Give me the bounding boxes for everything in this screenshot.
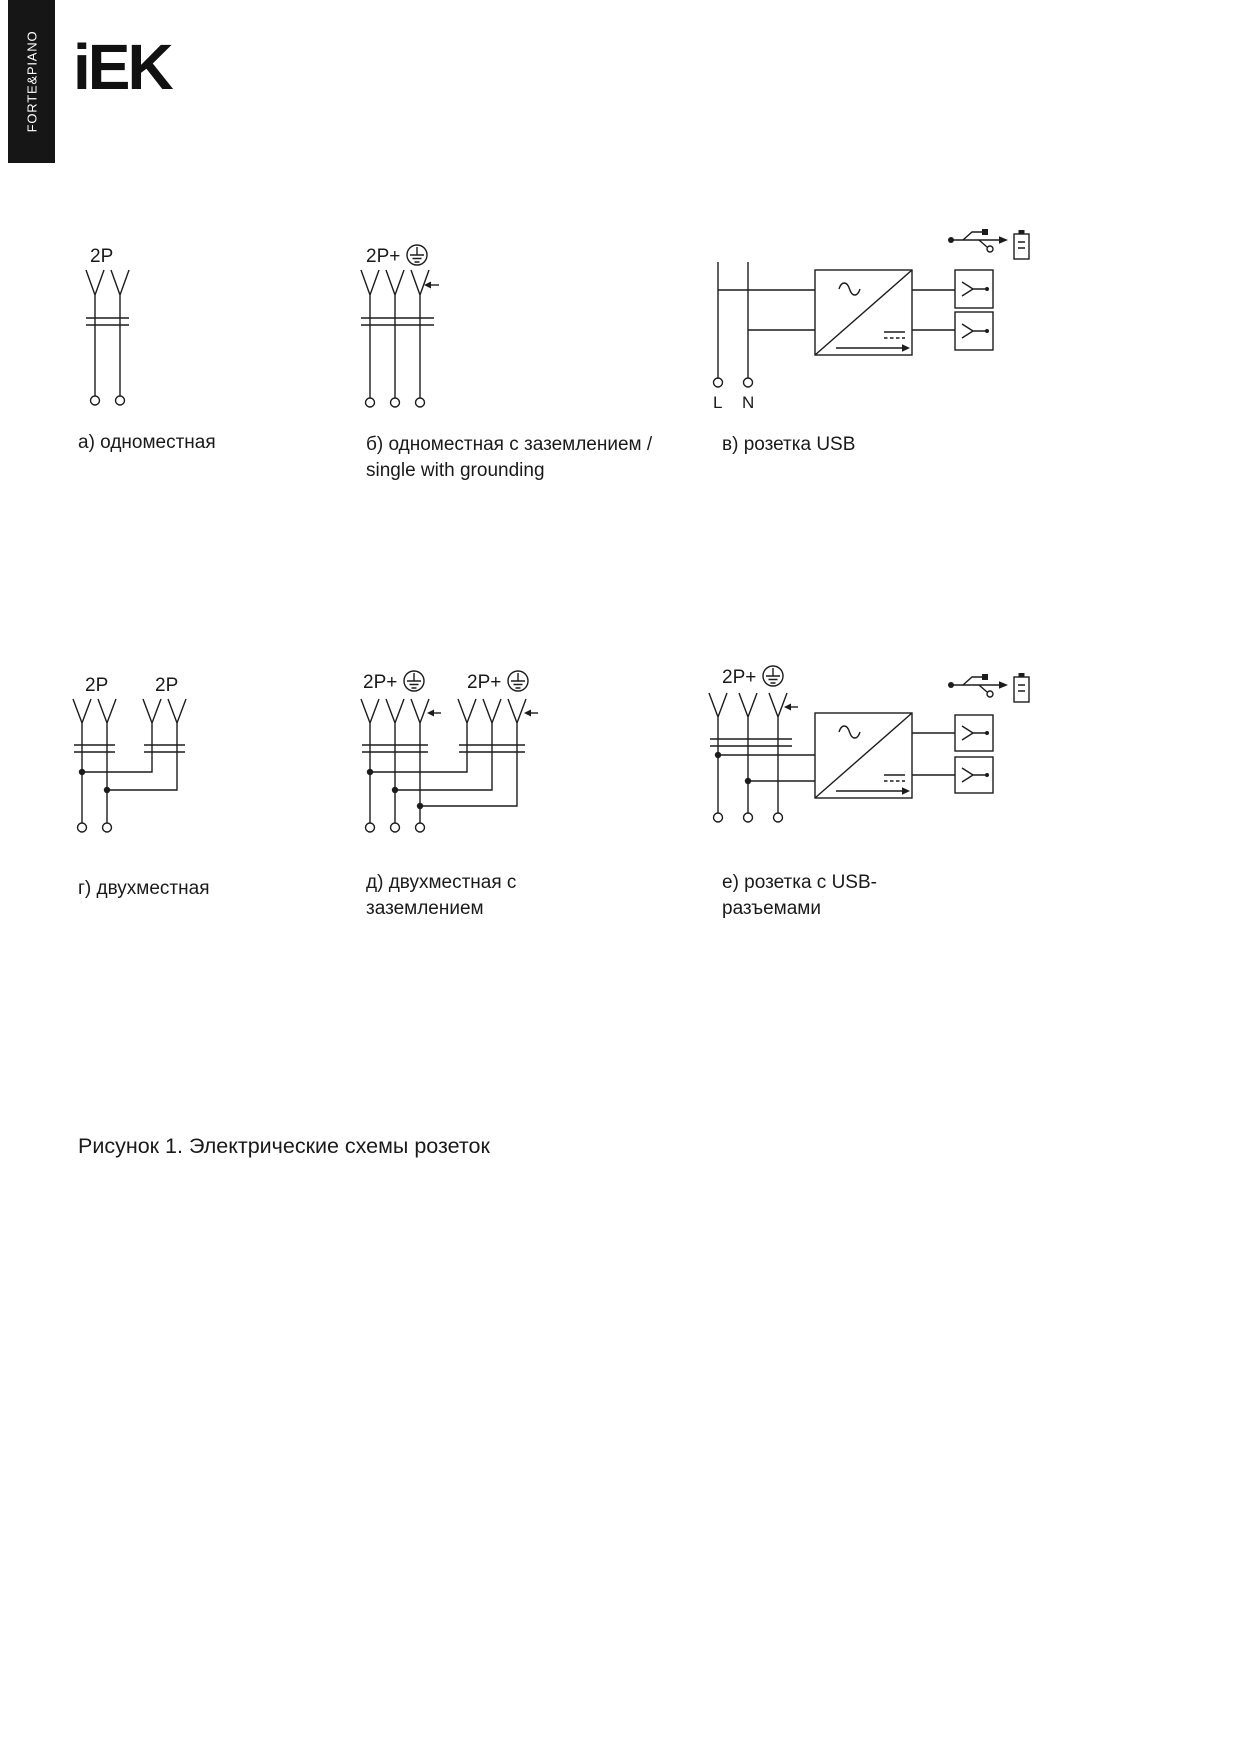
terminal-circle	[116, 396, 125, 405]
diagram-usb-socket	[700, 218, 1040, 418]
contact-fork	[739, 693, 757, 813]
contact-fork-linked	[370, 699, 476, 772]
terminal-circle	[366, 823, 375, 832]
caption-e: е) розетка с USB-разъемами	[722, 872, 877, 919]
contact-fork	[98, 699, 116, 823]
terminal-circle	[91, 396, 100, 405]
caption-c: в) розетка USB	[722, 434, 856, 455]
contact-bridge-lines	[361, 318, 434, 325]
pole-label: 2P+	[363, 672, 398, 693]
terminal-circle	[78, 823, 87, 832]
ground-symbol-icon	[407, 245, 427, 265]
ground-arrow-icon	[424, 282, 439, 289]
contact-fork	[386, 270, 404, 398]
ac-sine-icon	[839, 283, 860, 295]
contact-fork	[111, 270, 129, 396]
brand-series-label: FORTE&PIANO	[24, 30, 39, 133]
terminal-circle	[714, 378, 723, 387]
ground-symbol-icon	[404, 671, 424, 691]
diagram-double-grounded-socket	[345, 655, 595, 837]
contact-fork	[73, 699, 91, 823]
terminal-circle	[714, 813, 723, 822]
pole-label: 2P	[155, 675, 179, 696]
junction-dot	[392, 787, 398, 793]
usb-connector-icon	[962, 324, 989, 338]
diagram-double-socket	[60, 655, 290, 837]
usb-connector-icon	[962, 726, 989, 740]
diagram-c-svg	[700, 218, 1040, 418]
input-wires	[718, 755, 815, 781]
terminal-circle	[744, 378, 753, 387]
junction-dot	[104, 787, 110, 793]
ground-arrow-icon	[427, 710, 441, 717]
brand-sidebar	[8, 0, 55, 163]
terminal-label-n: N	[742, 393, 755, 412]
ground-arrow-icon	[524, 710, 538, 717]
contact-fork	[86, 270, 104, 396]
ground-contact-fork	[411, 270, 429, 398]
diagram-single-socket	[60, 228, 230, 413]
contact-fork	[361, 699, 379, 823]
contact-bridge-lines	[74, 745, 115, 752]
terminal-circle	[774, 813, 783, 822]
diagram-a-svg	[60, 228, 230, 413]
ground-arrow-icon	[784, 704, 798, 711]
diagram-d-svg	[345, 655, 595, 837]
battery-icon	[1014, 230, 1029, 259]
caption-g: г) двухместная	[78, 878, 210, 899]
terminal-circle	[391, 823, 400, 832]
input-wires	[718, 290, 815, 330]
terminal-circle	[416, 823, 425, 832]
contact-fork	[361, 270, 379, 398]
junction-dot	[417, 803, 423, 809]
output-wires	[912, 733, 955, 775]
usb-symbol-icon	[948, 229, 1008, 252]
pole-label: 2P+	[722, 667, 757, 688]
diagram-g-svg	[60, 655, 290, 837]
junction-dot	[79, 769, 85, 775]
contact-fork-linked	[82, 699, 161, 772]
battery-icon	[1014, 673, 1029, 702]
diagram-single-grounded-socket	[340, 228, 550, 413]
dc-symbol-icon	[884, 332, 905, 338]
ground-contact-fork	[769, 693, 787, 813]
contact-bridge-lines	[144, 745, 185, 752]
contact-bridge-lines	[710, 739, 792, 746]
terminal-circle	[416, 398, 425, 407]
junction-dot	[745, 778, 751, 784]
converter-diagonal-line	[815, 713, 912, 798]
contact-fork	[386, 699, 404, 823]
caption-a: а) одноместная	[78, 432, 216, 453]
terminal-circle	[744, 813, 753, 822]
junction-dot	[715, 752, 721, 758]
diagram-e-svg	[700, 655, 1040, 827]
mains-lines	[718, 262, 748, 378]
dc-symbol-icon	[884, 775, 905, 781]
ac-sine-icon	[839, 726, 860, 738]
figure-caption: Рисунок 1. Электрические схемы розеток	[78, 1134, 490, 1158]
usb-connector-icon	[962, 768, 989, 782]
caption-d: д) двухместная с заземлением	[366, 872, 517, 919]
ground-symbol-icon	[508, 671, 528, 691]
direction-arrow-icon	[836, 344, 910, 352]
ground-symbol-icon	[763, 666, 783, 686]
terminal-circle	[366, 398, 375, 407]
usb-symbol-icon	[948, 674, 1008, 697]
converter-diagonal-line	[815, 270, 912, 355]
usb-connector-icon	[962, 282, 989, 296]
caption-b: б) одноместная с заземлением / single with grounding	[366, 434, 653, 481]
pole-label: 2P	[90, 246, 114, 267]
iek-logo: iEK	[73, 31, 171, 103]
diagram-b-svg	[340, 228, 550, 413]
diagram-usb-grounded-socket	[700, 655, 1040, 827]
junction-dot	[367, 769, 373, 775]
pole-label: 2P+	[366, 246, 401, 267]
contact-bridge-lines	[86, 318, 129, 325]
terminal-circle	[103, 823, 112, 832]
terminal-circle	[391, 398, 400, 407]
pole-label: 2P	[85, 675, 109, 696]
terminal-label-l: L	[713, 393, 723, 412]
direction-arrow-icon	[836, 787, 910, 795]
pole-label: 2P+	[467, 672, 502, 693]
output-wires	[912, 290, 955, 330]
